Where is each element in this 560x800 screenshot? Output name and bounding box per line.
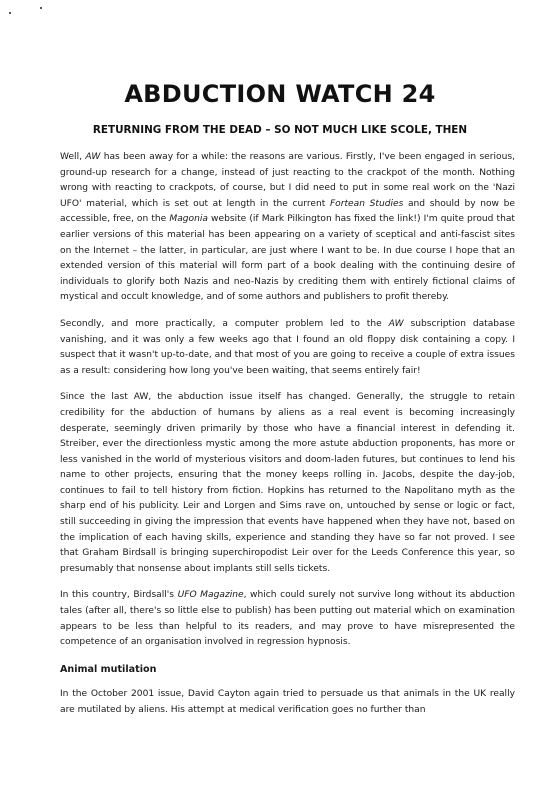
scan-speck — [9, 12, 11, 14]
paragraph-1 — [60, 150, 515, 306]
text-run: subscription database vanishing, and it was only a few weeks ago that I found an old floppy disk containing a copy. I suspect that it wasn't up-to-date, and that most of you are going to receive a couple of extra issues as a result: considering how long you've been waiting, that seems entirely fair! — [60, 318, 515, 376]
paragraph-3: Since the last AW, the abduction issue itself has changed. Generally, the struggle to retain credibility for the abduction of humans by aliens as a real event is becoming increasingly desperate, seemingly driven primarily by those who have a financial interest in defending it. Streiber, ever the directionless mystic among the more astute abduction proponents, has more or less vanished in the world of mysterious visitors and doom-laden futures, but continues to lend his name to other projects, ensuring that the money keeps rolling in. Jacobs, despite the day-job, continues to fail to tell history from fiction. Hopkins has returned to the Napolitano myth as the sharp end of his publicity. Leir and Lorgen and Sims rave on, untouched by sense or logic or fact, still succeeding in giving the impression that events have happened when they have not, based on the implication of each having skills, experience and standing they have so far not proved. I see that Graham Birdsall is bringing superchiropodist Leir over for the Leeds Conference this year, so presumably that nonsense about implants still sells tickets. — [60, 392, 515, 574]
text-run: and should by now be accessible, free, on the — [60, 198, 515, 225]
text-run: In this country, Birdsall's — [60, 590, 178, 601]
text-run: , which could surely not survive long without its abduction tales (after all, there's so little else to publish) has been putting out material which on examination appears to be less than helpful to its readers, and may prove to have misrepresented the competence of an organisation involved in regression hypnosis. — [60, 590, 515, 648]
text-run: has been away for a while: the reasons are various. Firstly, I've been engaged in serious, ground-up research for a change, instead of just reacting to the crackpot of the month. Nothing wrong with reacting to crackpots, of course, but I did need to put in some real work on the 'Nazi UFO' material, which is set out at length in the current — [60, 152, 515, 209]
paragraph-5: In the October 2001 issue, David Cayton again tried to persuade us that animals in the UK really are mutilated by aliens. His attempt at medical verification goes no further than — [60, 689, 515, 715]
article-body — [60, 150, 515, 730]
text-run-italic: Magonia — [169, 214, 208, 225]
text-run-italic: UFO Magazine — [177, 590, 244, 601]
scan-speck — [40, 7, 42, 9]
section-heading: Animal mutilation — [60, 663, 157, 675]
text-run: website (if Mark Pilkington has fixed the link!) I'm quite proud that earlier versions of this material has been appearing on a variety of sceptical and anti-fascist sites on the Internet – the latter, in particular, are just where I want to be. In due course I hope that an extended version of this material will form part of a book dealing with the continuing desire of individuals to glorify both Nazis and neo-Nazis by crediting them with entirely fictional claims of mystical and occult knowledge, and of some authors and publishers to profit thereby. — [60, 214, 515, 303]
page-title: ABDUCTION WATCH 24 — [124, 80, 436, 108]
text-run: Well, — [60, 152, 86, 162]
page-subtitle: RETURNING FROM THE DEAD – SO NOT MUCH LIKE SCOLE, THEN — [92, 124, 468, 136]
text-run-italic: Fortean Studies — [329, 198, 404, 209]
text-run: Secondly, and more practically, a computer problem led to the — [60, 318, 389, 329]
text-run-italic: AW — [388, 318, 404, 329]
paragraph-2 — [60, 317, 515, 379]
paragraph-4 — [60, 588, 515, 650]
text-run-italic: AW — [85, 152, 101, 162]
